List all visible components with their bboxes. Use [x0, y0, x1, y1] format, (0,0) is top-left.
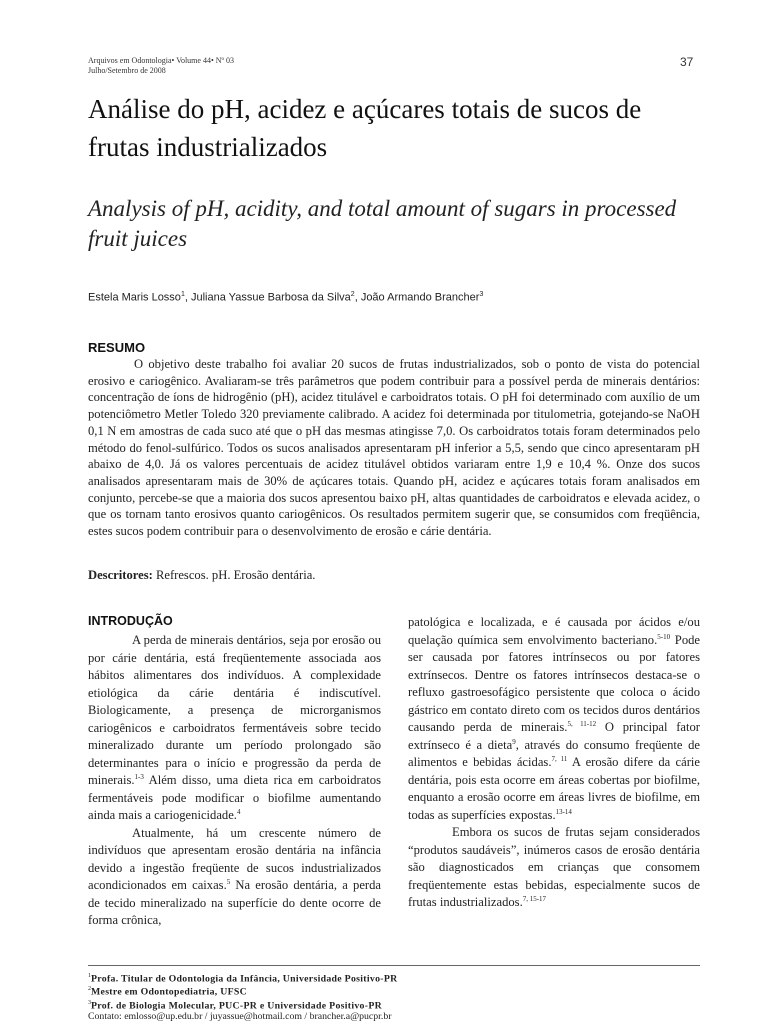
author-list: Estela Maris Losso$^1$, Juliana Yassue Barbosa da Silva$^2$, João Armando Brancher$^3$	[88, 291, 484, 304]
abstract-body: O objetivo deste trabalho foi avaliar 20 sucos de frutas industrializados, sob o ponto de vista do potencial erosivo e cariogênico. Avaliaram-se três parâmetros que podem contribuir para a possível perda de minerais dentários: concentração de íons de hidrogênio (pH), acidez titulável e carboidratos totais. O pH foi determinado com auxílio de um potenciômetro Metler Toledo 320 previamente calibrado. A acidez foi determinada por titulometria, gotejando-se NaOH 0,1 N em amostras de cada suco até que o pH das mesmas atingisse 7,0. Os carboidratos totais foram determinados pelo método do fenol-sulfúrico. Todos os sucos analisados apresentaram pH inferior a 5,5, sendo que cinco apresentaram pH abaixo de 4,0. Já os valores percentuais de acidez titulável obtidos variaram entre 1,9 e 10,4 %. Onze dos sucos analisados apresentaram mais de 30% de açúcares totais. Quando pH, acidez e açúcares totais foram analisados em conjunto, percebe-se que a maioria dos sucos apresentou baixo pH, altas quantidades de carboidratos e elevada acidez, o que os tornam tanto erosivos quanto cariogênicos. Os resultados permitem sugerir que, se consumidos com freqüência, estes sucos podem contribuir para o desenvolvimento de erosão e cárie dentária.	[88, 357, 700, 539]
text-run: patológica e localizada, e é causada por ácidos e/ou quelação química sem envolvimento bacteriano.	[408, 615, 700, 647]
citation: 7, 15-17	[522, 894, 547, 903]
citation: 1-3	[134, 772, 144, 781]
journal-header	[88, 56, 234, 76]
citation: 13-14	[555, 807, 572, 816]
text-run: , através do consumo freqüente de alimentos e bebidas ácidas.	[408, 737, 700, 769]
intro-paragraph-2-continued	[408, 614, 700, 824]
intro-paragraph-3: Embora os sucos de frutas sejam considerados “produtos saudáveis”, inúmeros casos de erosão dentária são diagnosticados em crianças que consomem freqüentemente estas bebidas, especialmente sucos de frutas industrializados.$^{7, 15-17}$	[408, 825, 700, 909]
footnote-divider	[88, 965, 700, 966]
footnote: $^2$Mestre em Odontopediatria, UFSC	[88, 986, 248, 998]
citation: 4	[236, 807, 241, 816]
introduction-heading: INTRODUÇÃO	[88, 614, 173, 628]
keywords-label: Descritores:	[88, 568, 153, 582]
journal-date: Julho/Setembro de 2008	[88, 66, 166, 75]
keywords	[88, 568, 315, 583]
journal-volume: Arquivos em Odontologia• Volume 44• Nº 03	[88, 56, 235, 65]
citation: 5	[226, 877, 231, 886]
left-column	[88, 632, 381, 930]
citation: 5-10	[657, 632, 671, 641]
author-name: Juliana Yassue Barbosa da Silva	[190, 291, 351, 304]
text-run: Pode ser causada por fatores intrínsecos ou por fatores extrínsecos. Dentre os fatores intrínsecos destaca-se o refluxo gastroesofágico persistente que coloca o ácido gástrico em contato direto com os tecidos duros dentários causando perda de minerais.	[408, 632, 700, 734]
right-column	[408, 614, 700, 912]
citation: 7, 11	[551, 754, 568, 763]
page-number: 37	[680, 55, 694, 69]
author-name: João Armando Brancher	[360, 291, 480, 304]
abstract-heading: RESUMO	[88, 340, 146, 355]
article-title-english: Analysis of pH, acidity, and total amount of sugars in processed fruit juices	[88, 196, 677, 251]
author-affiliation-mark: 2	[350, 291, 355, 298]
citation: 5, 11-12	[567, 719, 597, 728]
contact-emails: Contato: emlosso@up.edu.br / juyassue@hotmail.com / brancher.a@pucpr.br	[88, 1010, 392, 1022]
keywords-text: Refrescos. pH. Erosão dentária.	[155, 568, 316, 582]
footnote: $^3$Prof. de Biologia Molecular, PUC-PR e Universidade Positivo-PR	[88, 999, 382, 1011]
intro-paragraph-2: Atualmente, há um crescente número de indivíduos que apresentam erosão dentária na infância devido a ingestão freqüente de sucos industrializados acondicionados em caixas.$^5$ Na erosão dentária, a perda de tecido mineralizado na superfície do dente ocorre de forma crônica,	[88, 825, 381, 927]
author-affiliation-mark: 3	[479, 291, 484, 298]
footnotes	[88, 971, 398, 1022]
citation: 9	[512, 737, 516, 746]
text-run: O principal fator extrínseco é a dieta	[408, 720, 701, 752]
footnote: $^1$Profa. Titular de Odontologia da Infância, Universidade Positivo-PR	[88, 973, 398, 985]
intro-paragraph-1: A perda de minerais dentários, seja por erosão ou por cárie dentária, está freqüentemente associada aos hábitos alimentares dos indivíduos. A complexidade etiológica da cárie dentária é indiscutível. Biologicamente, a presença de microrganismos cariogênicos e carboidratos fermentáveis sobre tecido mineralizado durante um período prolongado são determinantes para o início e progressão da perda de minerais.$^{1-3}$ Além disso, uma dieta rica em carboidratos fermentáveis pode modificar o biofilme aumentando ainda mais a cariogenicidade.$^4$	[88, 633, 381, 822]
article-title: Análise do pH, acidez e açúcares totais de sucos de frutas industrializados	[88, 94, 642, 162]
author-name: Estela Maris Losso	[88, 291, 181, 304]
author-affiliation-mark: 1	[180, 291, 185, 298]
text-run: A erosão difere da cárie dentária, pois esta ocorre em áreas cobertas por biofilme, enquanto a erosão ocorre em áreas livres de biofilme, em todas as superfícies expostas.	[408, 755, 700, 822]
